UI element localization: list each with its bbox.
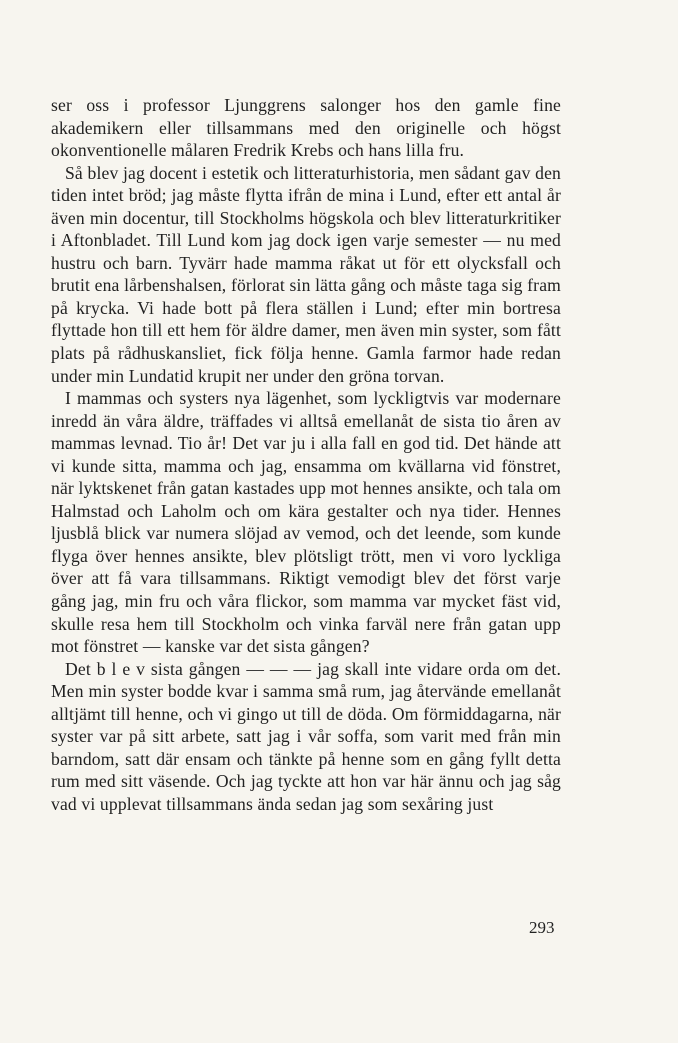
paragraph-2: Så blev jag docent i estetik och litteraturhistoria, men sådant gav den tiden intet bröd; jag måste flytta ifrån de mina i Lund, efter ett antal år även min docentur, till Stockholms högskola och blev litteraturkritiker i Aftonbladet. Till Lund kom jag dock igen varje semester — nu med hustru och barn. Tyvärr hade mamma råkat ut för ett olycksfall och brutit ena lårbenshalsen, förlorat sin lätta gång och måste taga sig fram på krycka. Vi hade bott på flera ställen i Lund; efter min bortresa flyttade hon till ett hem för äldre damer, men även min syster, som fått plats på rådhuskansliet, fick följa henne. Gamla farmor hade redan under min Lundatid krupit ner under den gröna torvan. [51,162,561,386]
body-text [51,94,561,816]
page-number: 293 [529,918,555,937]
paragraph-1: ser oss i professor Ljunggrens salonger hos den gamle fine akademikern eller tillsammans med den originelle och högst okonventionelle målaren Fredrik Krebs och hans lilla fru. [51,95,561,161]
paragraph-4: Det b l e v sista gången — — — jag skall inte vidare orda om det. Men min syster bodde kvar i samma små rum, jag återvände emellanåt alltjämt till henne, och vi gingo ut till de döda. Om förmiddagarna, när syster var på sitt arbete, satt jag i vår soffa, som varit med från min barndom, satt där ensam och tänkte på henne som en gång fyllt detta rum med sitt väsende. Och jag tyckte att hon var här ännu och jag såg vad vi upplevat tillsammans ända sedan jag som sexåring just [51,658,561,814]
paragraph-3: I mammas och systers nya lägenhet, som lyckligtvis var modernare inredd än våra äldre, träffades vi alltså emellanåt de sista tio åren av mammas levnad. Tio år! Det var ju i alla fall en god tid. Det hände att vi kunde sitta, mamma och jag, ensamma om kvällarna vid fönstret, när lyktskenet från gatan kastades upp mot hennes ansikte, och tala om Halmstad och Laholm och om kära gestalter och nya tider. Hennes ljusblå blick var numera slöjad av vemod, och det leende, som kunde flyga över hennes ansikte, blev plötsligt trött, men vi voro lyckliga över att få vara tillsammans. Riktigt vemodigt blev det först varje gång jag, min fru och våra flickor, som mamma var mycket fäst vid, skulle resa hem till Stockholm och vinka farväl nere från gatan upp mot fönstret — kanske var det sista gången? [51,388,561,657]
